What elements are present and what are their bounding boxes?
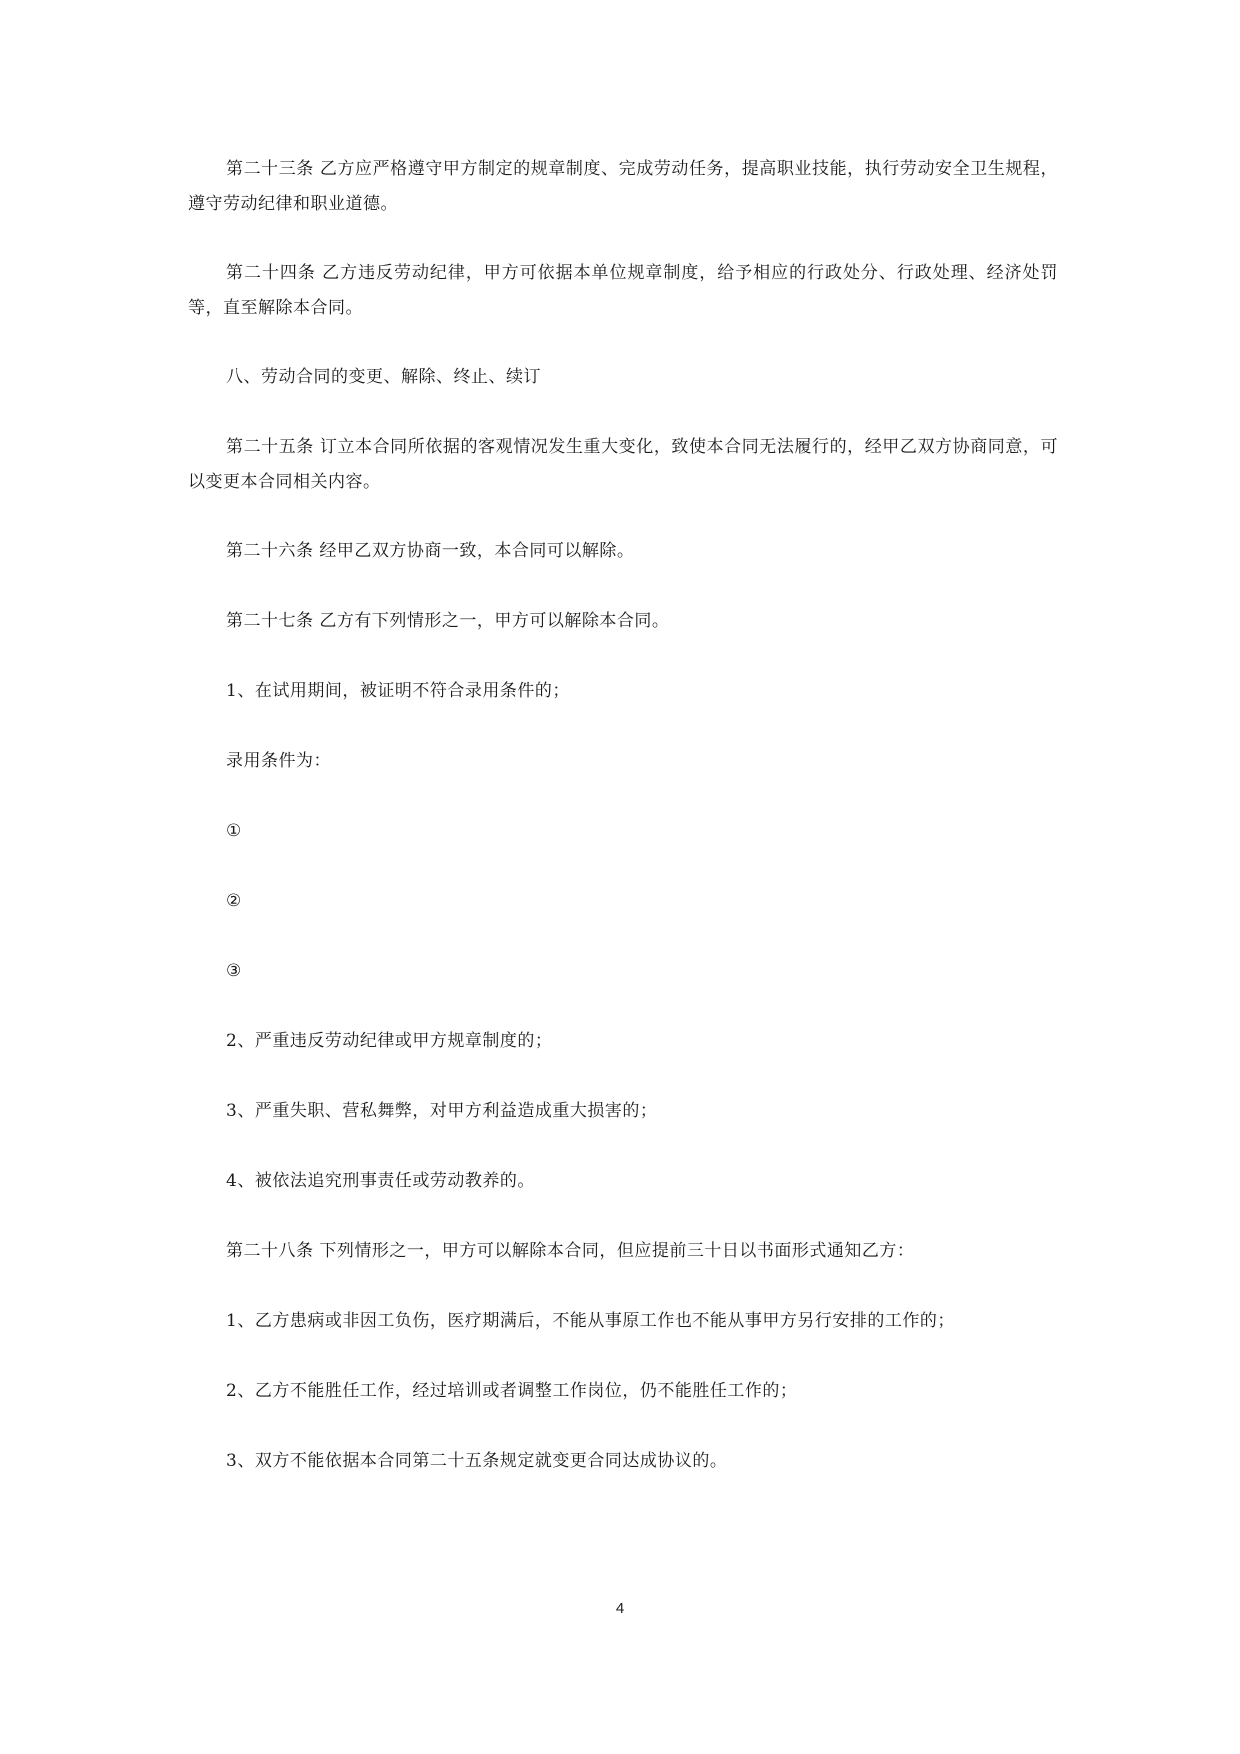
condition-2: ② xyxy=(226,891,242,911)
list-item-27-4: 4、被依法追究刑事责任或劳动教养的。 xyxy=(226,1171,535,1191)
article-27: 第二十七条 乙方有下列情形之一，甲方可以解除本合同。 xyxy=(226,611,670,631)
article-24: 第二十四条 乙方违反劳动纪律，甲方可依据本单位规章制度，给予相应的行政处分、行政处理、经济处罚等，直至解除本合同。 xyxy=(188,263,1058,318)
document-body xyxy=(188,152,1058,1514)
hiring-conditions-label: 录用条件为： xyxy=(226,751,331,771)
list-item-27-3: 3、严重失职、营私舞弊，对甲方利益造成重大损害的； xyxy=(226,1101,658,1121)
list-item-28-2: 2、乙方不能胜任工作，经过培训或者调整工作岗位，仍不能胜任工作的； xyxy=(226,1381,798,1401)
list-item-28-1: 1、乙方患病或非因工负伤，医疗期满后，不能从事原工作也不能从事甲方另行安排的工作的； xyxy=(226,1311,955,1331)
list-item-27-2: 2、严重违反劳动纪律或甲方规章制度的； xyxy=(226,1031,553,1051)
list-item-27-1: 1、在试用期间，被证明不符合录用条件的； xyxy=(226,681,570,701)
article-28: 第二十八条 下列情形之一，甲方可以解除本合同，但应提前三十日以书面形式通知乙方： xyxy=(226,1241,915,1261)
list-item-28-3: 3、双方不能依据本合同第二十五条规定就变更合同达成协议的。 xyxy=(226,1451,728,1471)
condition-1: ① xyxy=(226,821,242,841)
page-number: 4 xyxy=(615,1600,625,1617)
article-23: 第二十三条 乙方应严格遵守甲方制定的规章制度、完成劳动任务，提高职业技能，执行劳动安全卫生规程，遵守劳动纪律和职业道德。 xyxy=(188,159,1058,214)
section-heading-8: 八、劳动合同的变更、解除、终止、续订 xyxy=(226,367,541,387)
article-25: 第二十五条 订立本合同所依据的客观情况发生重大变化，致使本合同无法履行的，经甲乙双方协商同意，可以变更本合同相关内容。 xyxy=(188,437,1058,492)
condition-3: ③ xyxy=(226,961,242,981)
article-26: 第二十六条 经甲乙双方协商一致，本合同可以解除。 xyxy=(226,541,635,561)
